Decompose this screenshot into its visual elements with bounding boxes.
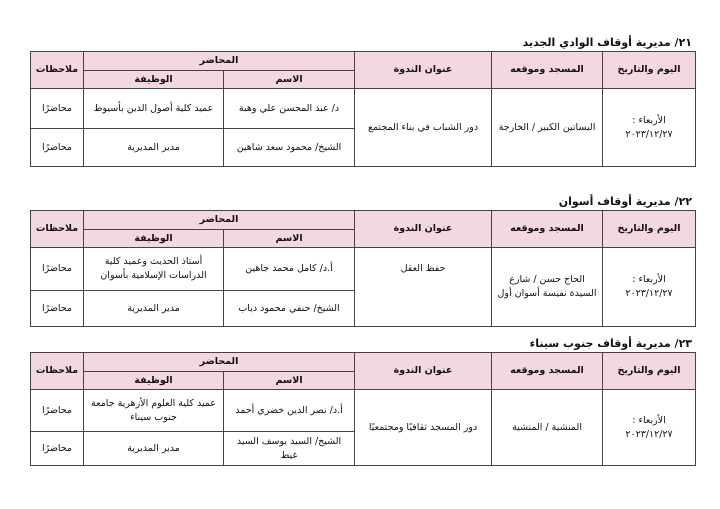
- header-lecturer: المحاضر: [84, 353, 355, 372]
- lecturer-job: مدير المديرية: [84, 291, 224, 327]
- note-cell: محاضرًا: [31, 390, 84, 432]
- topic-cell: دور المسجد ثقافيًا ومجتمعيًا: [355, 390, 492, 466]
- header-name: الاسم: [224, 372, 355, 390]
- date-value: ٢٠٢٣/١٢/٢٧: [625, 128, 673, 140]
- header-job: الوظيفة: [84, 372, 224, 390]
- header-name: الاسم: [224, 71, 355, 89]
- lecturer-job: مدير المديرية: [84, 432, 224, 466]
- header-job: الوظيفة: [84, 71, 224, 89]
- lecturer-name: د/ عبد المحسن علي وهبة: [224, 89, 355, 129]
- section-title: ٢١/ مديرية أوقاف الوادي الجديد: [522, 36, 692, 49]
- mosque-cell: المنشية / المنشية: [492, 390, 603, 466]
- header-mosque: المسجد وموقعه: [492, 211, 603, 248]
- schedule-table: [30, 210, 696, 327]
- section-title: ٢٣/ مديرية أوقاف جنوب سيناء: [529, 337, 692, 350]
- lecturer-name: أ.د/ كامل محمد جاهين: [224, 248, 355, 291]
- date-cell: [603, 89, 696, 167]
- lecturer-name: الشيخ/ حنفي محمود دياب: [224, 291, 355, 327]
- date-value: ٢٠٢٣/١٢/٢٧: [625, 288, 673, 299]
- header-date: اليوم والتاريخ: [603, 353, 696, 390]
- mosque-line-1: الحاج حسن / شارع: [509, 274, 585, 285]
- job-line-1: عميد كلية العلوم الأزهرية جامعة: [91, 397, 216, 409]
- lecturer-job: [84, 248, 224, 291]
- header-mosque: المسجد وموقعه: [492, 52, 603, 89]
- header-topic: عنوان الندوة: [355, 353, 492, 390]
- date-value: ٢٠٢٣/١٢/٢٧: [625, 428, 673, 440]
- mosque-line-2: السيدة نفيسة أسوان أول: [497, 288, 597, 299]
- header-lecturer: المحاضر: [84, 52, 355, 71]
- section-title: ٢٢/ مديرية أوقاف أسوان: [558, 195, 692, 208]
- lecturer-name: الشيخ/ السيد يوسف السيد غيط: [224, 432, 355, 466]
- date-cell: [603, 390, 696, 466]
- lecturer-job: عميد كلية أصول الدين بأسيوط: [84, 89, 224, 129]
- note-cell: محاضرًا: [31, 89, 84, 129]
- header-notes: ملاحظات: [31, 353, 84, 390]
- topic-cell: حفظ العقل: [355, 248, 492, 327]
- topic-cell: دور الشباب في بناء المجتمع: [355, 89, 492, 167]
- header-lecturer: المحاضر: [84, 211, 355, 230]
- header-date: اليوم والتاريخ: [603, 52, 696, 89]
- header-notes: ملاحظات: [31, 211, 84, 248]
- job-line-2: جنوب سيناء: [130, 411, 177, 423]
- note-cell: محاضرًا: [31, 291, 84, 327]
- mosque-cell: [492, 248, 603, 327]
- schedule-table: [30, 352, 696, 466]
- day-label: الأربعاء :: [632, 114, 666, 126]
- header-name: الاسم: [224, 230, 355, 248]
- header-mosque: المسجد وموقعه: [492, 353, 603, 390]
- job-line-2: الدراسات الإسلامية بأسوان: [100, 270, 207, 281]
- lecturer-name: أ.د/ نصر الدين خضري أحمد: [224, 390, 355, 432]
- lecturer-name: الشيخ/ محمود سعد شاهين: [224, 129, 355, 167]
- day-label: الأربعاء :: [632, 274, 666, 285]
- day-label: الأربعاء :: [632, 414, 666, 426]
- job-line-1: أستاذ الحديث وعميد كلية: [104, 256, 203, 267]
- header-topic: عنوان الندوة: [355, 52, 492, 89]
- schedule-table: [30, 51, 696, 167]
- note-cell: محاضرًا: [31, 432, 84, 466]
- header-date: اليوم والتاريخ: [603, 211, 696, 248]
- lecturer-job: مدير المديرية: [84, 129, 224, 167]
- note-cell: محاضرًا: [31, 129, 84, 167]
- header-notes: ملاحظات: [31, 52, 84, 89]
- header-topic: عنوان الندوة: [355, 211, 492, 248]
- lecturer-job: [84, 390, 224, 432]
- date-cell: [603, 248, 696, 327]
- note-cell: محاضرًا: [31, 248, 84, 291]
- header-job: الوظيفة: [84, 230, 224, 248]
- mosque-cell: البساتين الكبير / الخارجة: [492, 89, 603, 167]
